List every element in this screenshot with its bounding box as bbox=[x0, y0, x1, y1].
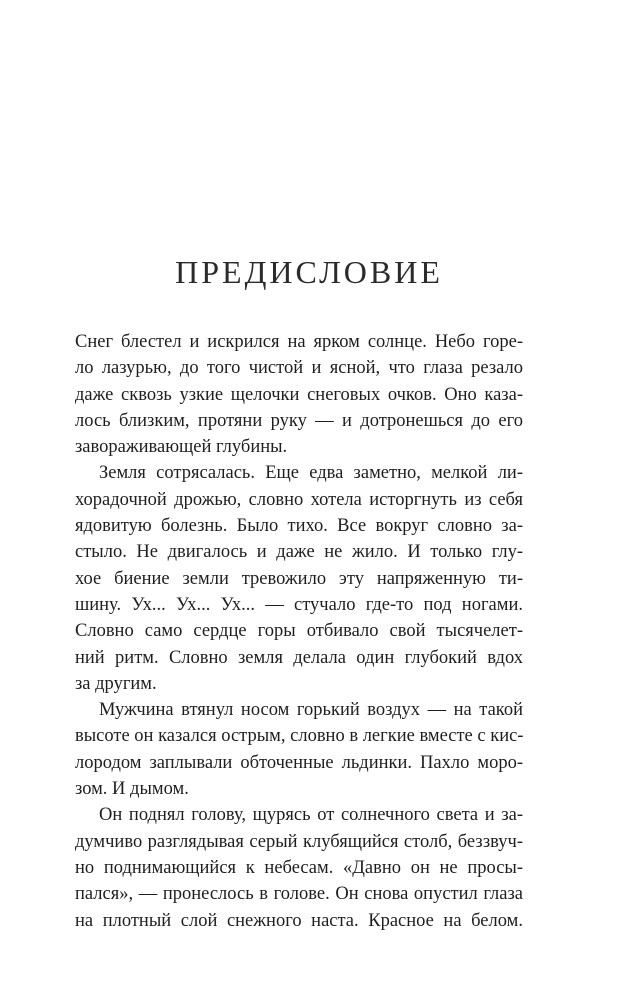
text-line: пался», — пронеслось в голове. Он снова опустил глаза bbox=[75, 884, 523, 905]
text-line: даже сквозь узкие щелочки снеговых очков. Оно каза- bbox=[75, 384, 523, 405]
chapter-title: ПРЕДИСЛОВИЕ bbox=[175, 254, 443, 290]
text-line: зом. И дымом. bbox=[75, 779, 189, 800]
paragraph-1 bbox=[75, 329, 523, 460]
text-line: высоте он казался острым, словно в легкие вместе с кис- bbox=[75, 726, 524, 747]
text-line: ний ритм. Словно земля делала один глубокий вдох bbox=[75, 647, 523, 668]
text-line: шину. Ух... Ух... Ух... — стучало где-то под ногами. bbox=[75, 594, 523, 615]
paragraph-2 bbox=[75, 460, 523, 697]
text-line: за другим. bbox=[75, 673, 157, 694]
text-line: Земля сотрясалась. Еще едва заметно, мелкой ли- bbox=[99, 463, 523, 484]
text-line: лородом заплывали обточенные льдинки. Пахло моро- bbox=[75, 752, 523, 773]
text-line: на плотный слой снежного наста. Красное на белом. bbox=[75, 910, 523, 931]
text-line: Словно само сердце горы отбивало свой тысячелет- bbox=[75, 621, 523, 642]
text-body bbox=[75, 329, 523, 934]
text-line: хорадочной дрожью, словно хотела исторгнуть из себя bbox=[75, 489, 523, 510]
text-line: думчиво разглядывая серый клубящийся столб, беззвуч- bbox=[75, 831, 523, 852]
text-line: Снег блестел и искрился на ярком солнце. Небо горе- bbox=[75, 332, 523, 352]
text-line: ло лазурью, до того чистой и ясной, что глаза резало bbox=[75, 358, 523, 379]
text-line: Он поднял голову, щурясь от солнечного света и за- bbox=[99, 805, 523, 826]
paragraph-3 bbox=[75, 697, 523, 802]
text-line: хое биение земли тревожило эту напряженную ти- bbox=[75, 568, 523, 589]
text-line: завораживающей глубины. bbox=[75, 437, 288, 458]
paragraph-4 bbox=[75, 802, 523, 933]
text-line: лось близким, протяни руку — и дотронешься до его bbox=[75, 410, 523, 431]
text-line: но поднимающийся к небесам. «Давно он не просы- bbox=[75, 857, 523, 878]
text-line: ядовитую болезнь. Было тихо. Все вокруг словно за- bbox=[75, 516, 523, 537]
text-line: Мужчина втянул носом горький воздух — на такой bbox=[99, 700, 523, 721]
text-line: стыло. Не двигалось и даже не жило. И только глу- bbox=[75, 542, 523, 563]
